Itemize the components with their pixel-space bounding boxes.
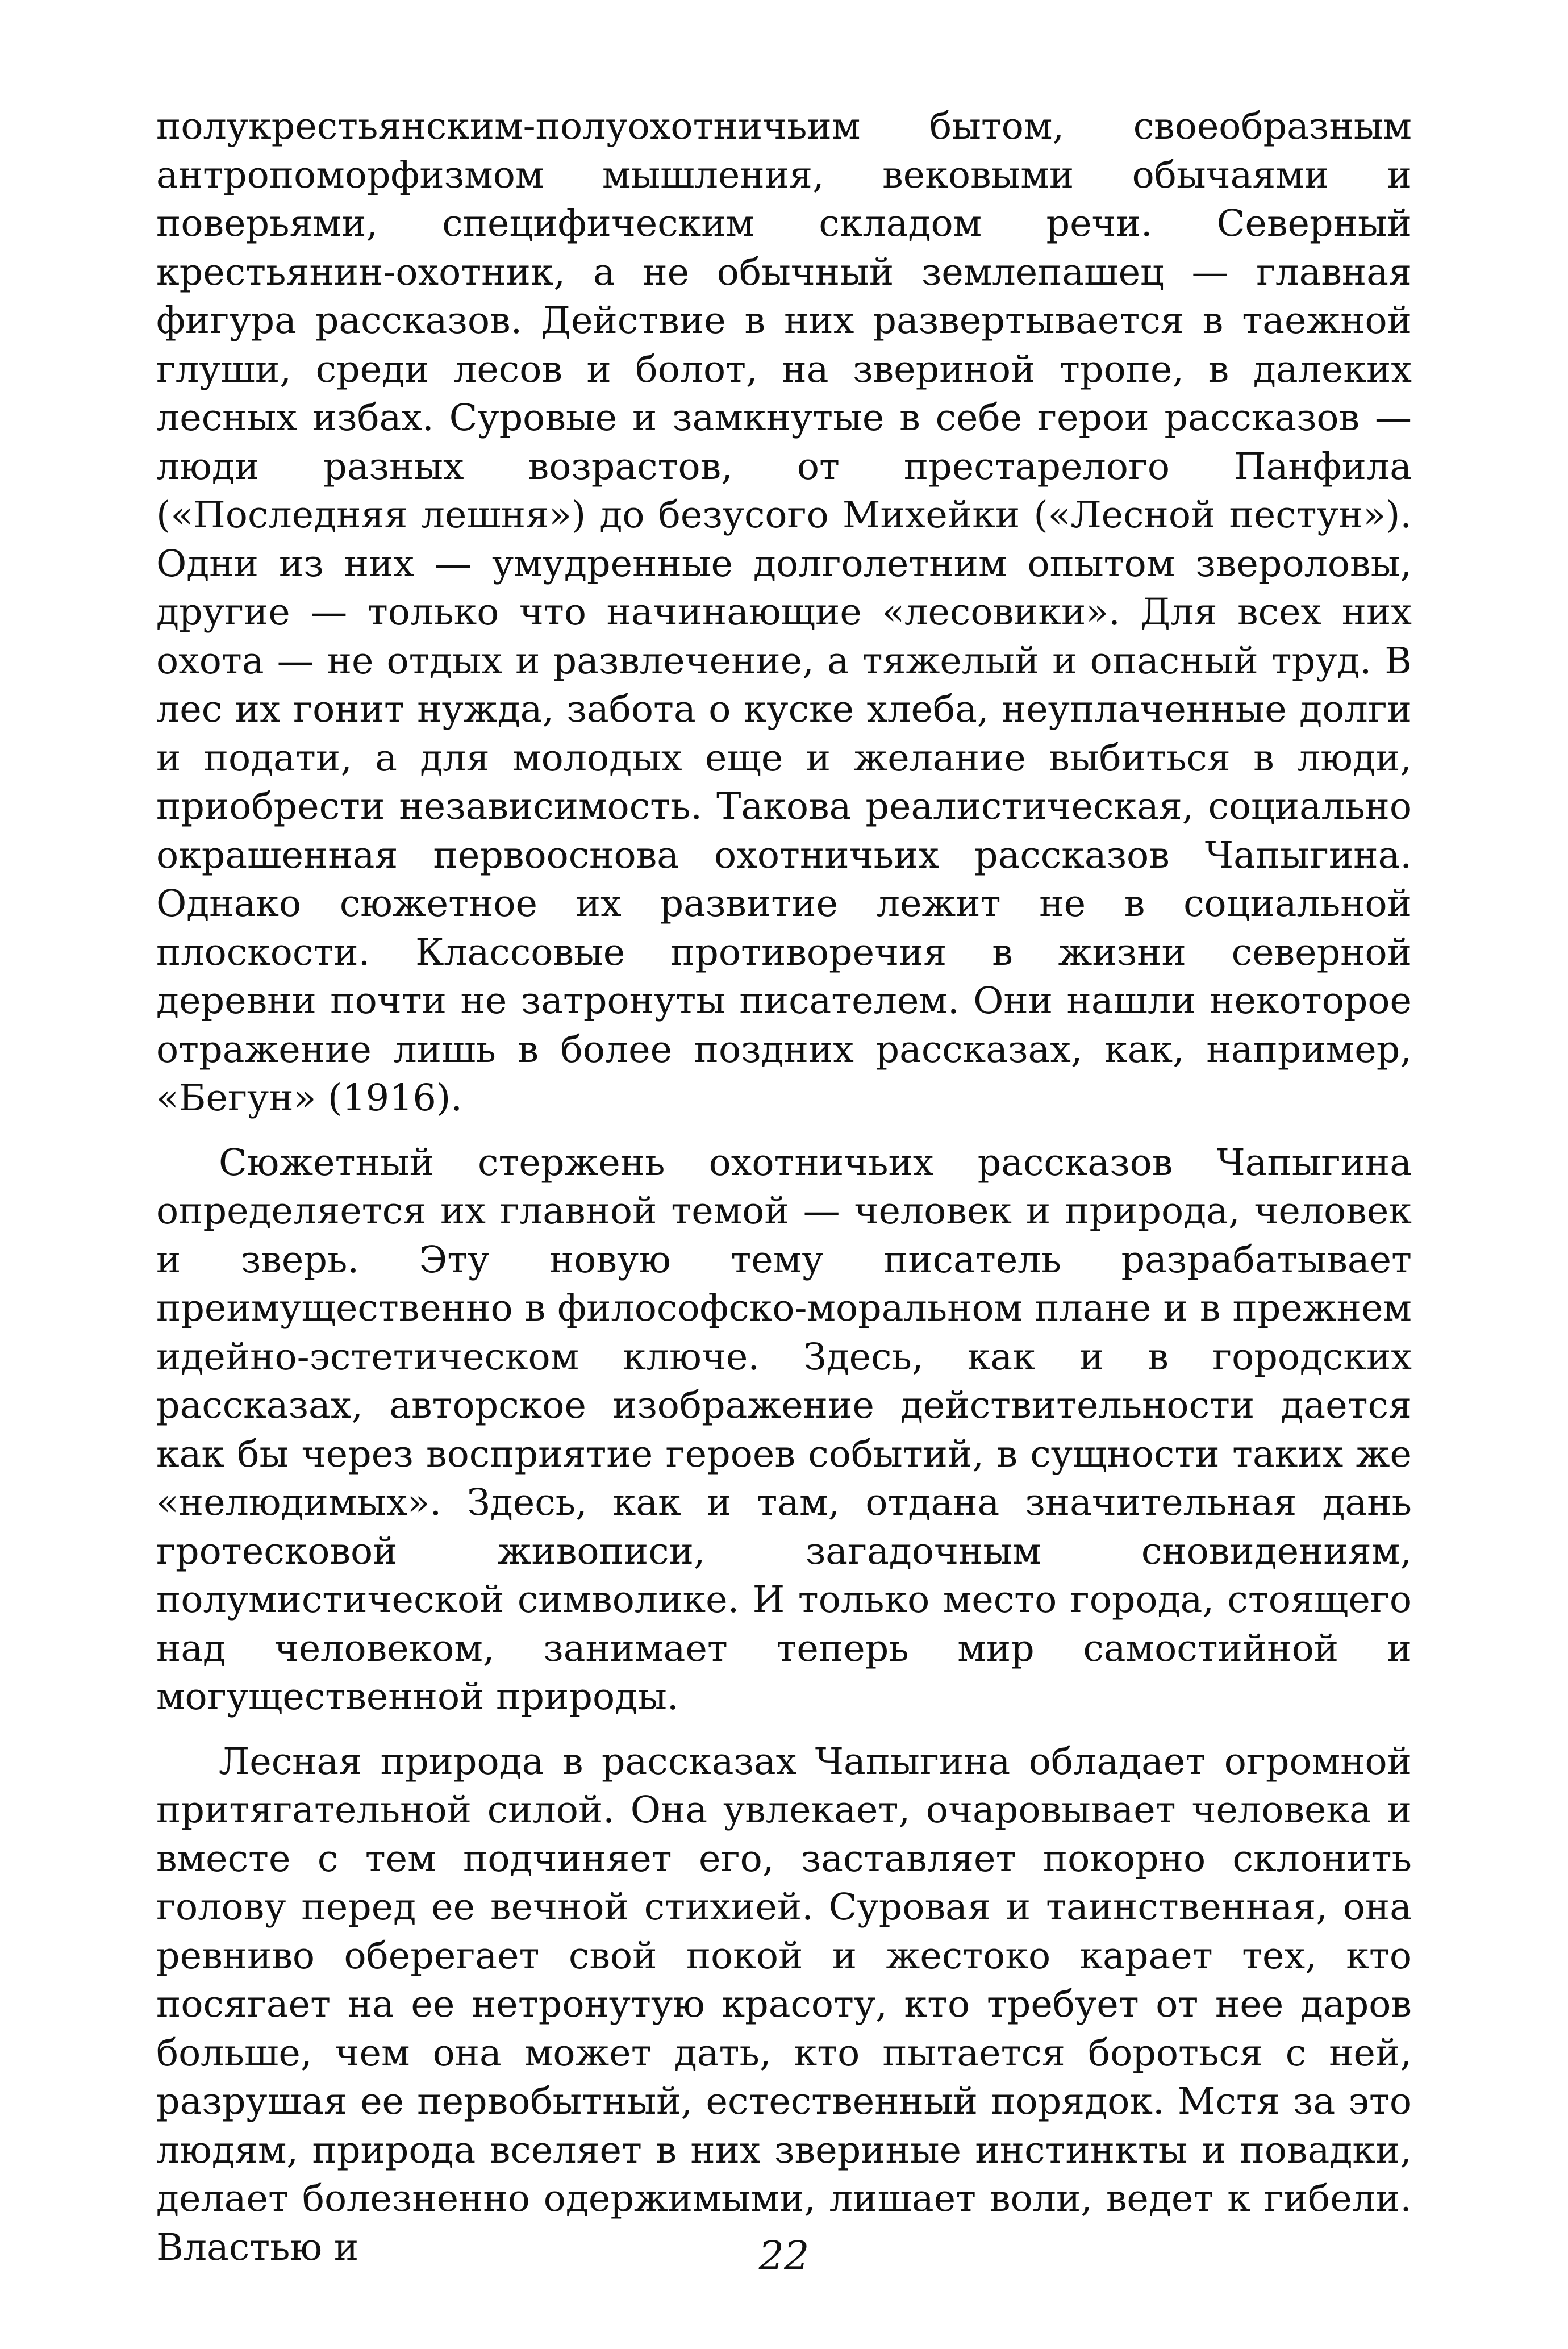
paragraph-1: полукрестьянским-полуохотничьим бытом, своеобразным антропоморфизмом мышления, вековыми обычаями и поверьями, специфическим складом речи. Северный крестьянин-охотник, а не обычный землепашец — главная фигура рассказов. Действие в них развертывается в таежной глуши, среди лесов и болот, на звериной тропе, в далеких лесных избах. Суровые и замкнутые в себе герои рассказов — люди разных возрастов, от престарелого Панфила («Последняя лешня») до безусого Михейки («Лесной пестун»). Одни из них — умудренные долголетним опытом звероловы, другие — только что начинающие «лесовики». Для всех них охота — не отдых и развлечение, а тяжелый и опасный труд. В лес их гонит нужда, забота о куске хлеба, неуплаченные долги и подати, а для молодых еще и желание выбиться в люди, приобрести независимость. Такова реалистическая, социально окрашенная первооснова охотничьих рассказов Чапыгина. Однако сюжетное их развитие лежит не в социальной плоскости. Классовые противоречия в жизни северной деревни почти не затронуты писателем. Они нашли некоторое отражение лишь в более поздних рассказах, как, например, «Бегун» (1916). [156,105,1412,1119]
paragraph-3: Лесная природа в рассказах Чапыгина обладает огромной притягательной силой. Она увлекает, очаровывает человека и вместе с тем подчиняет его, заставляет покорно склонить голову перед ее вечной стихией. Суровая и таинственная, она ревниво оберегает свой покой и жестоко карает тех, кто посягает на ее нетронутую красоту, кто требует от нее даров больше, чем она может дать, кто пытается бороться с ней, разрушая ее первобытный, естественный порядок. Мстя за это людям, природа вселяет в них звериные инстинкты и повадки, делает болезненно одержимыми, лишает воли, ведет к гибели. Властью и [156,1740,1412,2269]
page-number: 22 [758,2233,810,2279]
body-text [156,102,1412,2272]
paragraph-2: Сюжетный стержень охотничьих рассказов Чапыгина определяется их главной темой — человек и природа, человек и зверь. Эту новую тему писатель разрабатывает преимущественно в философско-моральном плане и в прежнем идейно-эстетическом ключе. Здесь, как и в городских рассказах, авторское изображение действительности дается как бы через восприятие героев событий, в сущности таких же «нелюдимых». Здесь, как и там, отдана значительная дань гротесковой живописи, загадочным сновидениям, полумистической символике. И только место города, стоящего над человеком, занимает теперь мир самостийной и могущественной природы. [156,1141,1412,1718]
